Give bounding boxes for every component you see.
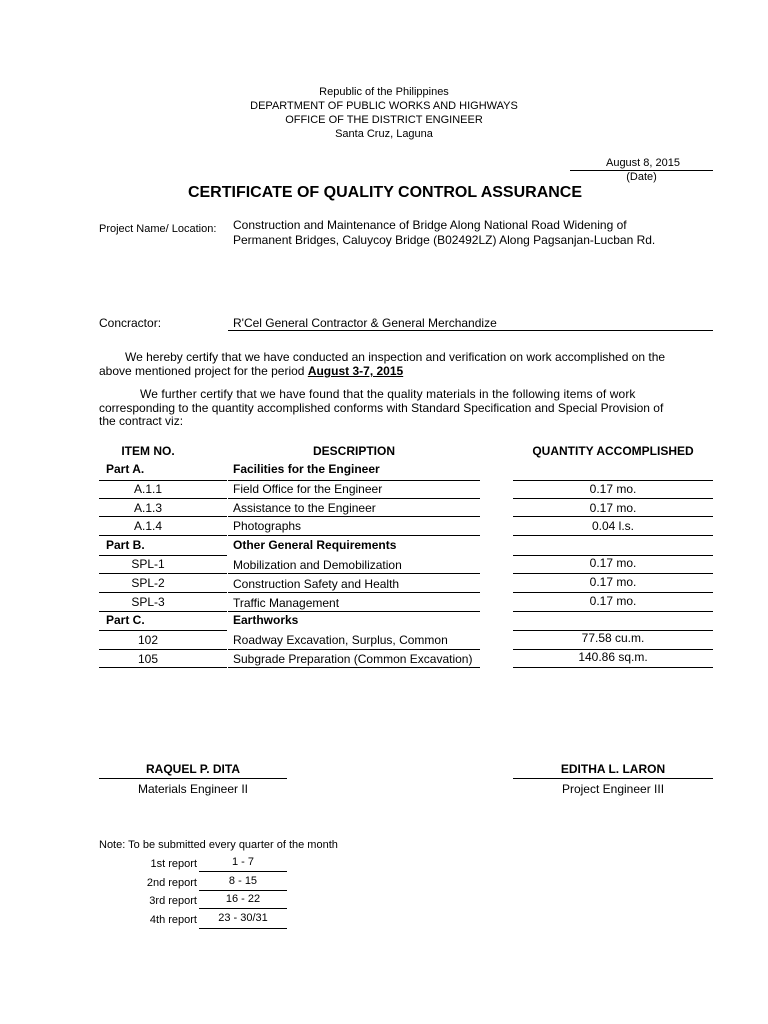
table-row-quantity: 0.17 mo. <box>589 482 637 496</box>
rule <box>513 611 713 612</box>
rule <box>199 928 287 929</box>
rule <box>199 908 287 909</box>
table-row-quantity: 0.17 mo. <box>589 575 637 589</box>
rule <box>228 480 480 481</box>
rule <box>99 573 227 574</box>
table-row-item: SPL-3 <box>131 595 165 609</box>
table-row-description: Traffic Management <box>233 596 340 610</box>
report-label: 2nd report <box>146 877 197 889</box>
table-row-quantity: 77.58 cu.m. <box>581 631 645 645</box>
rule <box>228 535 480 536</box>
table-row-item: A.1.3 <box>133 501 163 515</box>
report-range: 8 - 15 <box>228 875 258 887</box>
rule <box>199 871 287 872</box>
date-value: August 8, 2015 <box>605 157 680 169</box>
table-row-item: 105 <box>137 652 159 666</box>
rule <box>99 630 227 631</box>
rule <box>228 592 480 593</box>
table-row-quantity: 0.17 mo. <box>589 501 637 515</box>
contractor-label: Concractor: <box>99 316 162 330</box>
table-row-quantity: 0.17 mo. <box>589 594 637 608</box>
report-range: 16 - 22 <box>225 893 261 905</box>
signatory-right-name: EDITHA L. LARON <box>560 762 666 776</box>
project-line-2: Permanent Bridges, Caluycoy Bridge (B02492LZ) Along Pagsanjan-Lucban Rd. <box>233 233 656 247</box>
rule <box>228 667 480 668</box>
rule <box>99 611 227 612</box>
rule <box>99 667 227 668</box>
rule <box>513 573 713 574</box>
rule <box>513 667 713 668</box>
part-b-label: Part B. <box>106 538 145 552</box>
rule <box>513 516 713 517</box>
table-row-description: Assistance to the Engineer <box>233 501 376 515</box>
table-row-description: Mobilization and Demobilization <box>233 558 402 572</box>
rule <box>99 555 227 556</box>
table-row-description: Construction Safety and Health <box>233 577 400 591</box>
table-row-description: Roadway Excavation, Surplus, Common <box>233 633 448 647</box>
header-department: DEPARTMENT OF PUBLIC WORKS AND HIGHWAYS <box>250 100 518 112</box>
report-label: 1st report <box>150 858 197 870</box>
contractor-value: R'Cel General Contractor & General Merchandize <box>233 316 497 330</box>
table-row-description: Photographs <box>233 519 302 533</box>
further-line-1: We further certify that we have found that the quality materials in the following items of work <box>140 387 636 401</box>
signatory-left-name: RAQUEL P. DITA <box>145 762 240 776</box>
table-row-description: Field Office for the Engineer <box>233 482 383 496</box>
signatory-left-title: Materials Engineer II <box>137 782 249 796</box>
table-row-quantity: 0.04 l.s. <box>591 519 635 533</box>
rule <box>99 516 227 517</box>
header-quantity: QUANTITY ACCOMPLISHED <box>532 444 694 458</box>
part-b-title: Other General Requirements <box>233 538 397 552</box>
rule <box>99 535 227 536</box>
signatory-left-line <box>99 778 287 779</box>
rule <box>99 649 227 650</box>
signatory-right-title: Project Engineer III <box>561 782 665 796</box>
rule <box>228 649 480 650</box>
part-c-label: Part C. <box>106 613 145 627</box>
rule <box>99 498 227 499</box>
rule <box>99 480 227 481</box>
header-description: DESCRIPTION <box>312 444 395 458</box>
rule <box>513 498 713 499</box>
rule <box>513 592 713 593</box>
header-location: Santa Cruz, Laguna <box>335 128 433 140</box>
report-label: 3rd report <box>149 895 197 907</box>
table-row-item: A.1.4 <box>133 519 163 533</box>
table-row-quantity: 140.86 sq.m. <box>578 650 648 664</box>
table-row-item: SPL-1 <box>131 557 165 571</box>
rule <box>513 480 713 481</box>
rule <box>513 535 713 536</box>
table-row-item: A.1.1 <box>133 482 163 496</box>
certify-line-2 <box>99 364 403 378</box>
part-a-title: Facilities for the Engineer <box>233 462 380 476</box>
table-row-item: 102 <box>137 633 159 647</box>
project-label: Project Name/ Location: <box>99 223 217 235</box>
rule <box>228 611 480 612</box>
rule <box>199 890 287 891</box>
project-line-1: Construction and Maintenance of Bridge Along National Road Widening of <box>233 218 627 232</box>
table-row-quantity: 0.17 mo. <box>589 556 637 570</box>
signatory-right-line <box>513 778 713 779</box>
table-row-item: SPL-2 <box>131 576 165 590</box>
date-caption: (Date) <box>626 171 657 183</box>
report-label: 4th report <box>149 914 197 926</box>
report-range: 23 - 30/31 <box>218 912 268 924</box>
note-text: Note: To be submitted every quarter of the month <box>99 839 338 851</box>
report-range: 1 - 7 <box>231 856 254 868</box>
certify-line-2-text: above mentioned project for the period <box>99 364 308 378</box>
further-line-3: the contract viz: <box>99 414 184 428</box>
certify-line-1: We hereby certify that we have conducted an inspection and verification on work accomplished on the <box>125 350 666 364</box>
header-office: OFFICE OF THE DISTRICT ENGINEER <box>285 114 483 126</box>
rule <box>99 592 227 593</box>
further-line-2: corresponding to the quantity accomplished conforms with Standard Specification and Special Provision of <box>99 401 664 415</box>
part-c-title: Earthworks <box>233 613 299 627</box>
page-title: CERTIFICATE OF QUALITY CONTROL ASSURANCE <box>187 184 583 201</box>
part-a-label: Part A. <box>106 462 145 476</box>
table-row-description: Subgrade Preparation (Common Excavation) <box>233 652 473 666</box>
certify-period: August 3-7, 2015 <box>307 364 404 378</box>
header-item-no: ITEM NO. <box>121 444 175 458</box>
rule <box>228 516 480 517</box>
header-republic: Republic of the Philippines <box>319 86 449 98</box>
rule <box>228 573 480 574</box>
contractor-underline <box>228 330 713 331</box>
rule <box>228 498 480 499</box>
